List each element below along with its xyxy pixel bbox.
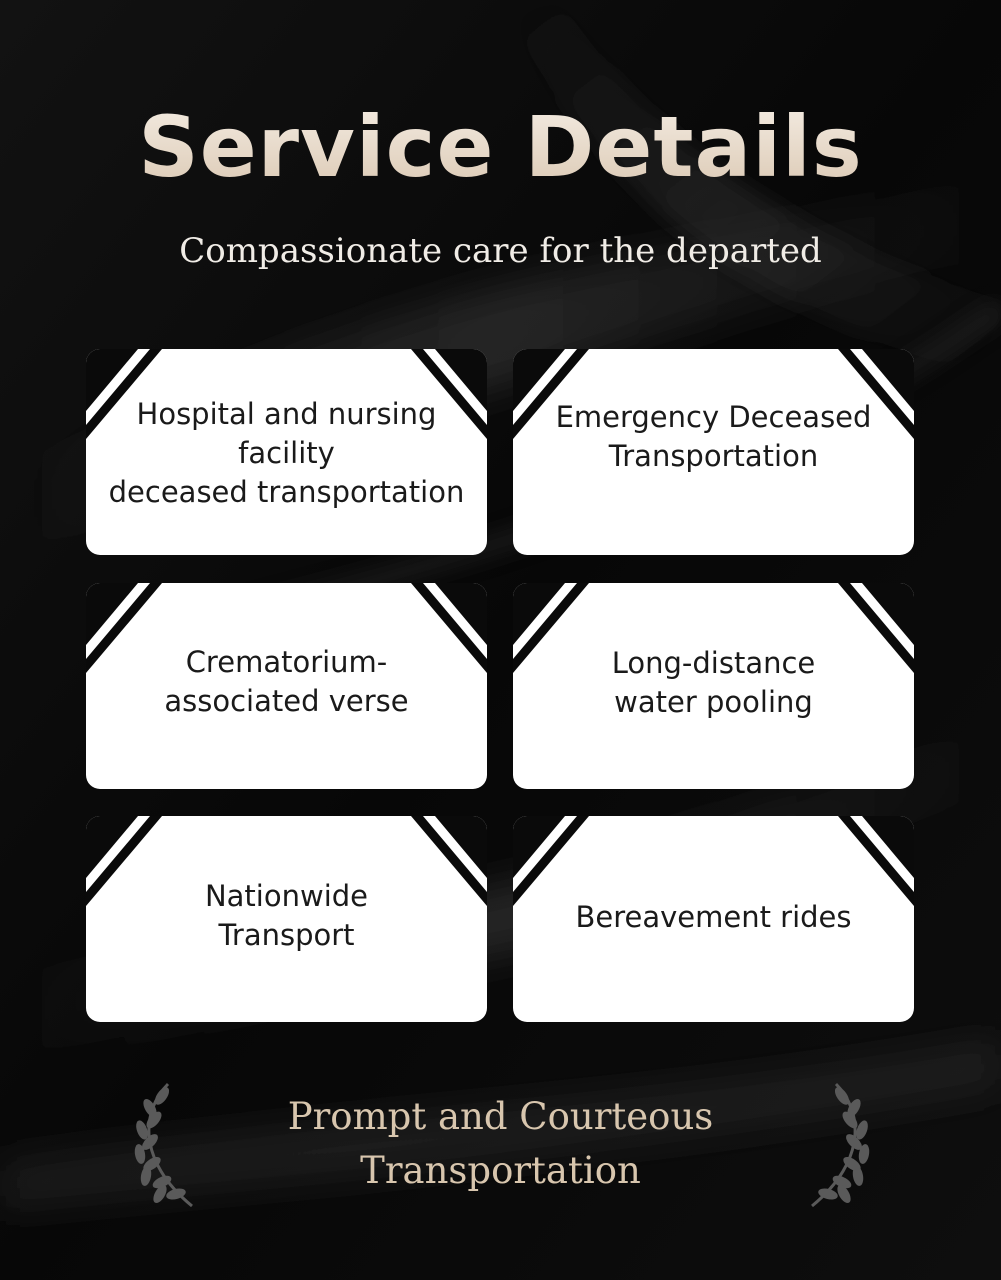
service-card bbox=[86, 816, 487, 1022]
page-title: Service Details bbox=[0, 92, 1001, 202]
service-label: Nationwide Transport bbox=[204, 879, 369, 952]
service-label: Hospital and nursing facility deceased transportation bbox=[108, 396, 465, 509]
service-label: Bereavement rides bbox=[575, 899, 852, 934]
service-card bbox=[86, 349, 487, 555]
service-card bbox=[513, 349, 914, 555]
service-card bbox=[513, 583, 914, 789]
service-label: Crematorium- associated verse bbox=[164, 645, 409, 718]
service-label: Emergency Deceased Transportation bbox=[555, 400, 872, 473]
service-card bbox=[86, 583, 487, 789]
page-subtitle: Compassionate care for the departed bbox=[179, 231, 822, 271]
service-card bbox=[513, 816, 914, 1022]
footer-tagline: Prompt and Courteous Transportation bbox=[287, 1095, 714, 1192]
services-grid bbox=[86, 349, 914, 1022]
service-label: Long-distance water pooling bbox=[611, 646, 816, 719]
